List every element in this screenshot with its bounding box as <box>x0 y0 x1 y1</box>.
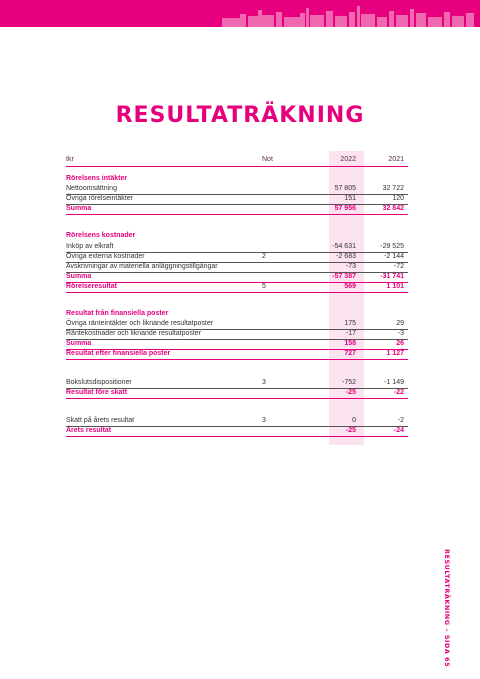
row-2021: -22 <box>393 389 404 396</box>
total-divider <box>66 398 408 399</box>
row-2021: -24 <box>393 427 404 434</box>
row-2022: -25 <box>345 427 356 434</box>
row-2022: 57 805 <box>334 185 356 192</box>
row-2022: 175 <box>344 320 356 327</box>
total-divider <box>66 214 408 215</box>
row-2021: -2 144 <box>384 253 404 260</box>
row-2021: 32 722 <box>382 185 404 192</box>
row-2021: 26 <box>396 340 404 347</box>
table-row <box>66 329 408 339</box>
table-row <box>66 378 408 388</box>
row-label: Avskrivningar av materiella anläggningstillgångar <box>66 263 218 270</box>
row-2022: 158 <box>344 340 356 347</box>
header-2021: 2021 <box>388 156 404 163</box>
table-row <box>66 262 408 272</box>
row-2021: -1 149 <box>384 379 404 386</box>
city-skyline-graphic <box>0 0 480 27</box>
table-row-total <box>66 272 408 282</box>
row-2022: 151 <box>344 195 356 202</box>
row-2021: -31 741 <box>380 273 404 280</box>
table-row-total <box>66 204 408 214</box>
row-label: Skatt på årets resultat <box>66 417 135 424</box>
row-2022: -25 <box>345 389 356 396</box>
side-page-label: RESULTATRÄKNING – SIDA 65 <box>443 549 451 668</box>
section-heading <box>66 174 408 184</box>
table-row <box>66 319 408 329</box>
row-label: Årets resultat <box>66 427 112 434</box>
total-divider <box>66 436 408 437</box>
header-divider <box>66 166 408 167</box>
row-2021: 120 <box>392 195 404 202</box>
page-title: RESULTATRÄKNING <box>115 103 365 128</box>
header-unit: tkr <box>66 156 74 163</box>
row-label: Bokslutsdispositioner <box>66 379 132 386</box>
table-row-total <box>66 388 408 398</box>
row-2022: 57 956 <box>334 205 356 212</box>
row-2022: -17 <box>345 330 356 337</box>
row-2021: -3 <box>397 330 404 337</box>
row-2022: -73 <box>345 263 356 270</box>
table-header <box>66 155 408 165</box>
table-row-total <box>66 339 408 349</box>
table-row <box>66 242 408 252</box>
header-not: Not <box>262 156 273 163</box>
row-label: Rörelsens intäkter <box>66 175 128 182</box>
row-label: Övriga rörelseintäkter <box>66 195 133 202</box>
row-2021: -2 <box>397 417 404 424</box>
row-not: 3 <box>262 417 266 424</box>
row-2022: 569 <box>344 283 356 290</box>
row-2022: 727 <box>344 350 356 357</box>
row-2022: -57 387 <box>332 273 356 280</box>
row-2022: -752 <box>341 379 356 386</box>
row-2021: 32 842 <box>382 205 404 212</box>
row-label: Summa <box>66 273 92 280</box>
row-label: Resultat från finansiella poster <box>66 310 169 317</box>
row-label: Rörelseresultat <box>66 283 117 290</box>
row-2022: -54 631 <box>332 243 356 250</box>
row-2021: 29 <box>396 320 404 327</box>
table-row-total <box>66 426 408 436</box>
row-label: Summa <box>66 205 92 212</box>
row-not: 5 <box>262 283 266 290</box>
row-label: Nettoomsättning <box>66 185 117 192</box>
total-divider <box>66 359 408 360</box>
row-label: Inköp av elkraft <box>66 243 114 250</box>
table-row-total <box>66 282 408 292</box>
row-2021: -29 525 <box>380 243 404 250</box>
row-2022: -2 683 <box>336 253 356 260</box>
table-row-total <box>66 349 408 359</box>
table-row <box>66 184 408 194</box>
row-not: 2 <box>262 253 266 260</box>
section-heading <box>66 309 408 319</box>
row-not: 3 <box>262 379 266 386</box>
table-row <box>66 252 408 262</box>
row-2022: 0 <box>352 417 356 424</box>
row-2021: 1 101 <box>386 283 404 290</box>
row-label: Resultat efter finansiella poster <box>66 350 171 357</box>
table-row <box>66 416 408 426</box>
total-divider <box>66 292 408 293</box>
header-2022: 2022 <box>340 156 356 163</box>
row-2021: -72 <box>393 263 404 270</box>
row-label: Räntekostnader och liknande resultatposter <box>66 330 202 337</box>
row-label: Övriga ränteintäkter och liknande resultatposter <box>66 320 214 327</box>
row-label: Övriga externa kostnader <box>66 253 145 260</box>
table-row <box>66 194 408 204</box>
row-label: Rörelsens kostnader <box>66 232 136 239</box>
row-2021: 1 127 <box>386 350 404 357</box>
header-banner <box>0 0 480 27</box>
row-label: Summa <box>66 340 92 347</box>
section-heading <box>66 231 408 241</box>
row-label: Resultat före skatt <box>66 389 128 396</box>
